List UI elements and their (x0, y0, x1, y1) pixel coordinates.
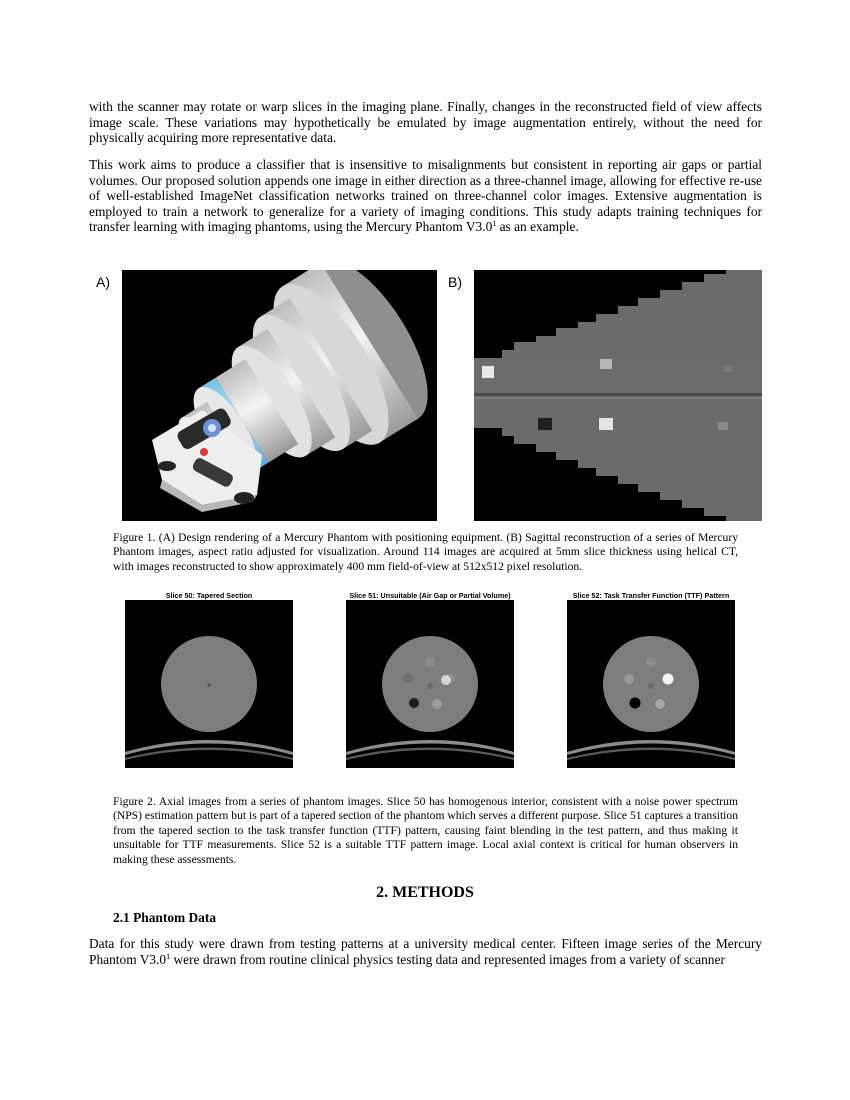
section-heading: 2. METHODS (376, 884, 474, 901)
subsection-heading: 2.1 Phantom Data (113, 910, 217, 925)
methods-paragraph-text: Data for this study were drawn from testing patterns at a university medical center. Fifteen image series of the Mercury Phantom V3.0 (89, 936, 762, 967)
slice-52-image (567, 600, 735, 768)
intro-paragraph-2-tail: as an example. (496, 219, 579, 235)
methods-citation-superscript: 1 (166, 951, 171, 961)
sagittal-reconstruction-svg (474, 270, 762, 521)
sagittal-reconstruction-image (474, 270, 762, 521)
slice-52-svg (567, 600, 735, 768)
slice-50-svg (125, 600, 293, 768)
phantom-rendering-svg (122, 270, 437, 521)
slice-50-title: Slice 50: Tapered Section (165, 591, 253, 600)
figure2-caption: Figure 2. Axial images from a series of phantom images. Slice 50 has homogenous interior, consistent with a noise power spectrum (NPS) estimation pattern but is part of a tapered section of the phantom which serves a different purpose. Slice 51 captures a transition from the tapered section to the task transfer function (TTF) pattern, causing faint blending in the test pattern, and thus making it unsuitable for TTF measurements. Slice 52 is a suitable TTF pattern image. Local axial context is critical for human observers in making these assessments. (113, 795, 738, 866)
methods-paragraph-tail: were drawn from routine clinical physics testing data and represented images from a variety of scanner (170, 951, 725, 967)
slice-50-image (125, 600, 293, 768)
figure1-label-b: B) (448, 274, 462, 290)
intro-paragraph-2 (89, 157, 762, 235)
figure1-label-a: A) (96, 274, 110, 290)
intro-paragraph-2-text: This work aims to produce a classifier that is insensitive to misalignments but consistent in reporting air gaps or partial volumes. Our proposed solution appends one image in either direction as a three-channel image, allowing for effective re-use of well-established ImageNet classification networks trained on three-channel color images. Extensive augmentation is employed to train a network to generalize for a variety of imaging conditions. This study adapts training techniques for transfer learning with imaging phantoms, using the Mercury Phantom V3.0 (89, 157, 762, 235)
methods-paragraph (89, 936, 762, 967)
citation-superscript: 1 (492, 219, 497, 229)
figure1-caption: Figure 1. (A) Design rendering of a Mercury Phantom with positioning equipment. (B) Sagittal reconstruction of a series of Mercury Phantom images, aspect ratio adjusted for visualization. Around 114 images are acquired at 5mm slice thickness using helical CT, with images reconstructed to show approximately 400 mm field-of-view at 512x512 pixel resolution. (113, 531, 738, 573)
slice-51-image (346, 600, 514, 768)
phantom-rendering-image (122, 270, 437, 521)
slice-51-svg (346, 600, 514, 768)
intro-paragraph-1: with the scanner may rotate or warp slices in the imaging plane. Finally, changes in the reconstructed field of view affects image scale. These variations may hypothetically be emulated by image augmentation entirely, without the need for physically acquiring more representative data. (89, 99, 762, 146)
slice-51-title: Slice 51: Unsuitable (Air Gap or Partial Volume) (349, 591, 511, 600)
slice-52-title: Slice 52: Task Transfer Function (TTF) Pattern (572, 591, 730, 600)
